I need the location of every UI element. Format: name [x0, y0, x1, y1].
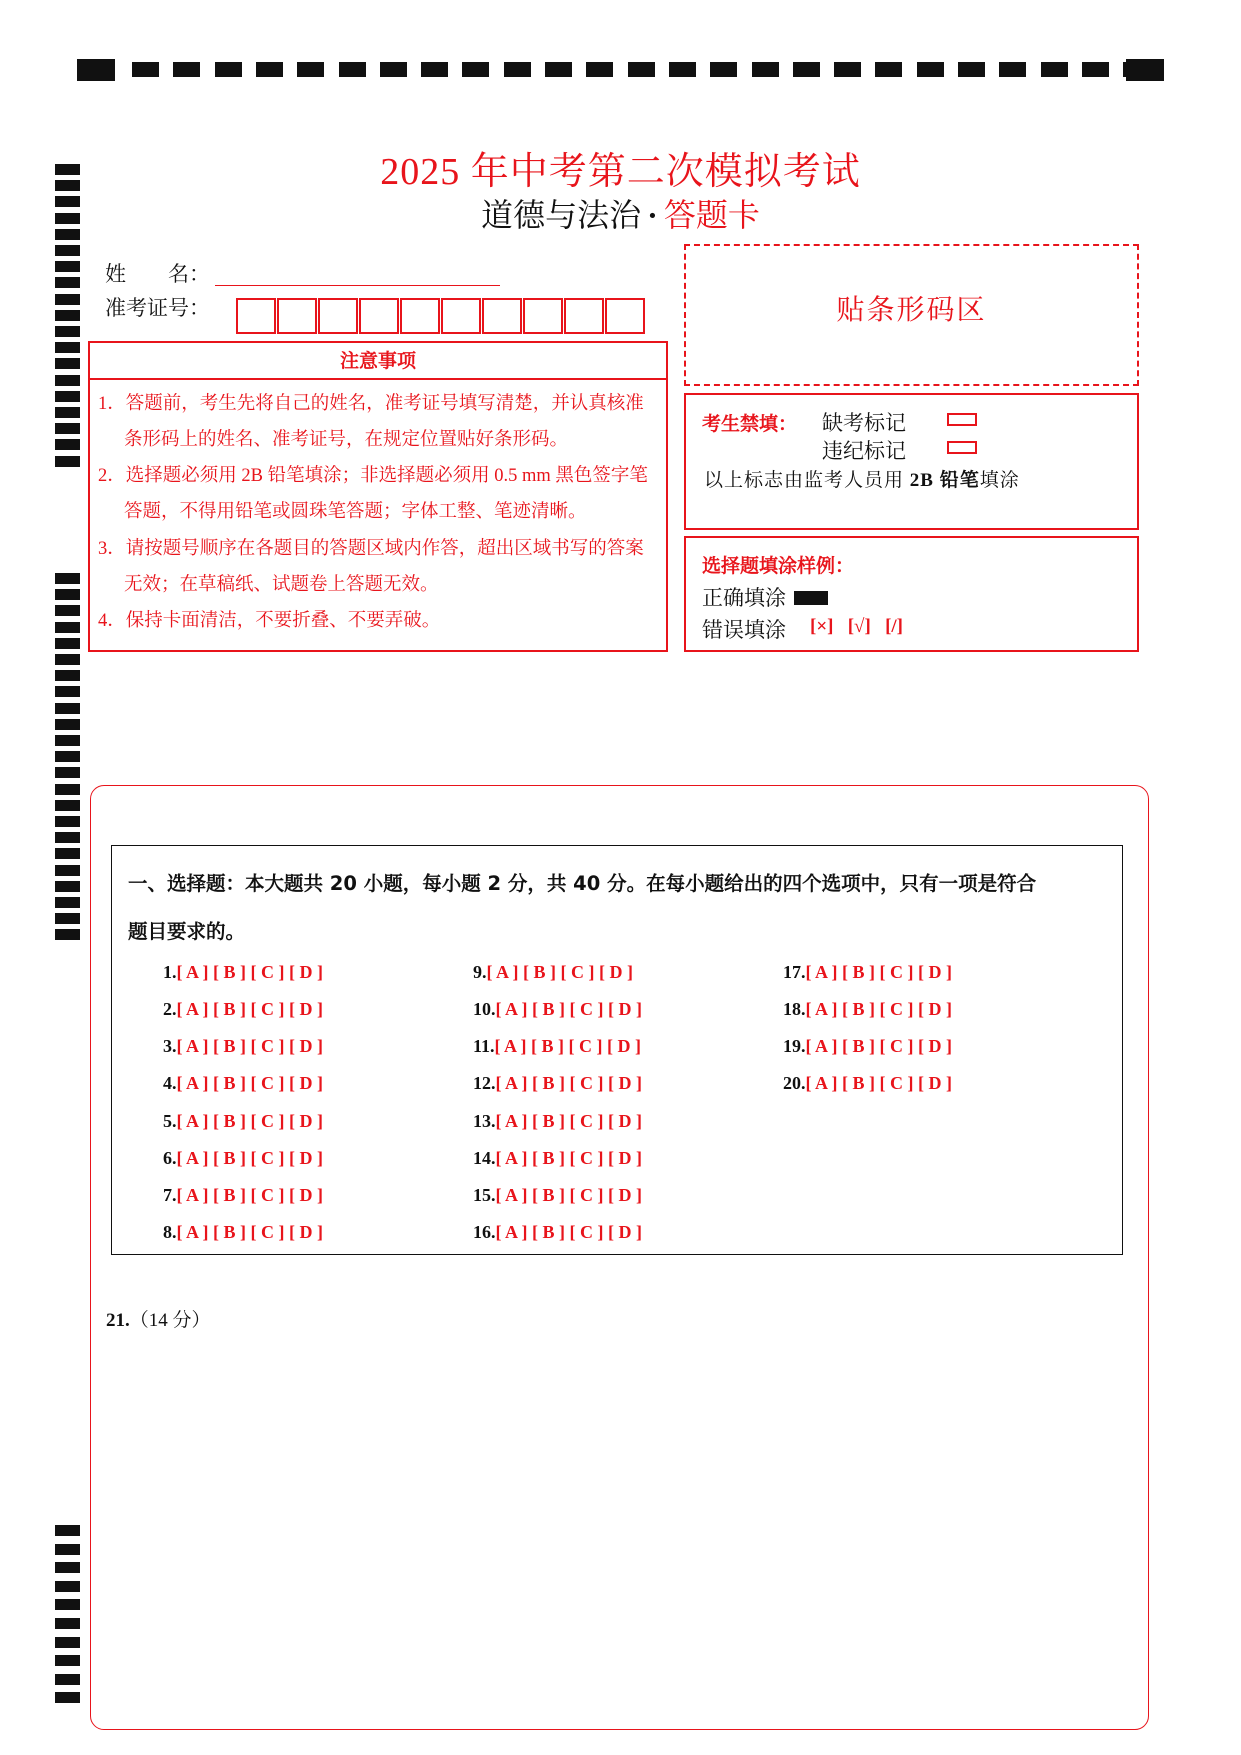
timing-mark-top	[752, 62, 779, 77]
timing-mark-top	[999, 62, 1026, 77]
question-number: 6.	[163, 1148, 177, 1168]
question-5	[163, 1111, 323, 1132]
timing-mark-left	[55, 456, 80, 467]
answer-options[interactable]: [ A ] [ B ] [ C ] [ D ]	[495, 1073, 642, 1093]
answer-options[interactable]: [ A ] [ B ] [ C ] [ D ]	[176, 962, 323, 982]
id-label: 准考证号：	[105, 296, 210, 320]
question-7	[163, 1185, 323, 1206]
forbidden-title: 考生禁填：	[702, 413, 798, 435]
notice-line-5: 3．请按题号顺序在各题目的答题区域内作答，超出区域书写的答案	[98, 539, 644, 559]
question-11	[473, 1036, 641, 1057]
page-subtitle	[0, 190, 1241, 236]
timing-mark-top	[793, 62, 820, 77]
answer-options[interactable]: [ A ] [ B ] [ C ] [ D ]	[494, 1036, 641, 1056]
timing-mark-top	[132, 62, 159, 77]
timing-mark-left	[55, 929, 80, 940]
timing-mark-top	[256, 62, 283, 77]
question-13	[473, 1111, 642, 1132]
question-1	[163, 962, 323, 983]
id-digit-box[interactable]	[523, 298, 563, 334]
question-number: 5.	[163, 1111, 177, 1131]
notice-line-1: 1．答题前，考生先将自己的姓名，准考证号填写清楚，并认真核准	[98, 394, 644, 414]
timing-mark-left	[55, 832, 80, 843]
answer-options[interactable]: [ A ] [ B ] [ C ] [ D ]	[805, 1073, 952, 1093]
timing-mark-left	[55, 703, 80, 714]
question-number: 19.	[783, 1036, 806, 1056]
answer-options[interactable]: [ A ] [ B ] [ C ] [ D ]	[495, 1185, 642, 1205]
timing-mark-left	[55, 881, 80, 892]
notice-line-2: 条形码上的姓名、准考证号，在规定位置贴好条形码。	[124, 430, 569, 450]
timing-mark-left	[55, 310, 80, 321]
timing-mark-left	[55, 261, 80, 272]
question-number: 1.	[163, 962, 177, 982]
question-21-header	[106, 1305, 211, 1332]
timing-mark-top	[545, 62, 572, 77]
question-16	[473, 1222, 642, 1243]
timing-mark-top	[958, 62, 985, 77]
timing-mark-left	[55, 1655, 80, 1666]
timing-mark-top	[628, 62, 655, 77]
notice-line-6: 无效；在草稿纸、试题卷上答题无效。	[124, 575, 439, 595]
question-number: 20.	[783, 1073, 806, 1093]
timing-mark-top	[586, 62, 613, 77]
timing-mark-left	[55, 439, 80, 450]
timing-mark-left	[55, 913, 80, 924]
question-20	[783, 1073, 952, 1094]
notice-title-box	[88, 341, 668, 380]
violation-mark-box[interactable]	[947, 441, 977, 454]
timing-mark-top-large	[77, 59, 115, 81]
subject-name: 道德与法治	[481, 197, 642, 233]
question-21-number: 21.	[106, 1310, 130, 1331]
id-digit-box[interactable]	[236, 298, 276, 334]
timing-mark-left	[55, 1562, 80, 1573]
timing-mark-top	[339, 62, 366, 77]
absent-label: 缺考标记	[822, 411, 906, 435]
subtitle-dot: ·	[647, 197, 658, 233]
timing-mark-top	[834, 62, 861, 77]
fill-example-title: 选择题填涂样例：	[702, 555, 855, 577]
forbidden-note-prefix: 以上标志由监考人员用	[704, 470, 905, 491]
timing-mark-left	[55, 735, 80, 746]
timing-mark-left	[55, 391, 80, 402]
question-12	[473, 1073, 642, 1094]
answer-options[interactable]: [ A ] [ B ] [ C ] [ D ]	[805, 999, 952, 1019]
question-number: 7.	[163, 1185, 177, 1205]
notice-line-7: 4．保持卡面清洁，不要折叠、不要弄破。	[98, 611, 441, 631]
timing-mark-left	[55, 358, 80, 369]
timing-mark-top	[917, 62, 944, 77]
timing-mark-left	[55, 1637, 80, 1648]
question-number: 15.	[473, 1185, 496, 1205]
page-title: 2025 年中考第二次模拟考试	[380, 151, 861, 193]
answer-options[interactable]: [ A ] [ B ] [ C ] [ D ]	[176, 999, 323, 1019]
question-number: 10.	[473, 999, 496, 1019]
question-number: 2.	[163, 999, 177, 1019]
name-label: 姓 名：	[105, 262, 210, 286]
timing-mark-top	[669, 62, 696, 77]
question-number: 16.	[473, 1222, 496, 1242]
timing-mark-left	[55, 375, 80, 386]
timing-mark-left	[55, 622, 80, 633]
id-digit-box[interactable]	[482, 298, 522, 334]
timing-mark-left	[55, 686, 80, 697]
forbidden-box	[684, 393, 1139, 530]
timing-mark-top	[380, 62, 407, 77]
timing-mark-left	[55, 1525, 80, 1536]
name-field[interactable]	[215, 285, 500, 286]
forbidden-note-suffix: 填涂	[979, 470, 1020, 491]
id-digit-box[interactable]	[605, 298, 645, 334]
id-digit-box[interactable]	[318, 298, 358, 334]
notice-title: 注意事项	[339, 350, 416, 372]
question-number: 11.	[473, 1036, 495, 1056]
timing-mark-left	[55, 589, 80, 600]
answer-options[interactable]: [ A ] [ B ] [ C ] [ D ]	[176, 1222, 323, 1242]
question-21-answer-space[interactable]	[100, 1340, 1130, 1720]
answer-options[interactable]: [ A ] [ B ] [ C ] [ D ]	[495, 999, 642, 1019]
timing-mark-left	[55, 573, 80, 584]
timing-mark-left	[55, 751, 80, 762]
timing-mark-left	[55, 848, 80, 859]
timing-mark-top	[297, 62, 324, 77]
id-digit-box[interactable]	[564, 298, 604, 334]
question-9	[473, 962, 633, 983]
timing-mark-left	[55, 767, 80, 778]
timing-mark-top	[462, 62, 489, 77]
question-number: 12.	[473, 1073, 496, 1093]
forbidden-note-bold: 2B 铅笔	[909, 470, 980, 491]
question-17	[783, 962, 952, 983]
answer-options[interactable]: [ A ] [ B ] [ C ] [ D ]	[176, 1036, 323, 1056]
timing-mark-left	[55, 407, 80, 418]
timing-mark-left	[55, 1692, 80, 1703]
timing-mark-top	[1082, 62, 1109, 77]
answer-options[interactable]: [ A ] [ B ] [ C ] [ D ]	[176, 1111, 323, 1131]
question-15	[473, 1185, 642, 1206]
timing-mark-left	[55, 342, 80, 353]
question-6	[163, 1148, 323, 1169]
choice-heading-line1: 一、选择题：本大题共 20 小题，每小题 2 分，共 40 分。在每小题给出的四个选项中，只有一项是符合	[128, 872, 1037, 895]
wrong-mark-slash: [/]	[885, 616, 904, 637]
id-digit-box[interactable]	[277, 298, 317, 334]
question-number: 18.	[783, 999, 806, 1019]
question-number: 9.	[473, 962, 487, 982]
timing-mark-top	[504, 62, 531, 77]
timing-mark-top	[1041, 62, 1068, 77]
absent-mark-box[interactable]	[947, 413, 977, 426]
timing-mark-left	[55, 1581, 80, 1592]
answer-options[interactable]: [ A ] [ B ] [ C ] [ D ]	[176, 1185, 323, 1205]
question-2	[163, 999, 323, 1020]
question-number: 4.	[163, 1073, 177, 1093]
question-19	[783, 1036, 952, 1057]
choice-heading-line2: 题目要求的。	[128, 920, 246, 943]
timing-mark-left	[55, 816, 80, 827]
violation-label: 违纪标记	[822, 439, 906, 463]
timing-mark-left	[55, 423, 80, 434]
question-number: 3.	[163, 1036, 177, 1056]
timing-mark-left	[55, 865, 80, 876]
timing-mark-left	[55, 654, 80, 665]
question-18	[783, 999, 952, 1020]
timing-mark-left	[55, 294, 80, 305]
timing-mark-top	[1123, 62, 1150, 77]
answer-options[interactable]: [ A ] [ B ] [ C ] [ D ]	[495, 1111, 642, 1131]
timing-mark-top	[173, 62, 200, 77]
fill-example-box	[684, 536, 1139, 652]
id-digit-box[interactable]	[441, 298, 481, 334]
answer-options[interactable]: [ A ] [ B ] [ C ] [ D ]	[805, 1036, 952, 1056]
timing-mark-left	[55, 670, 80, 681]
answer-options[interactable]: [ A ] [ B ] [ C ] [ D ]	[486, 962, 633, 982]
timing-mark-top	[215, 62, 242, 77]
answer-options[interactable]: [ A ] [ B ] [ C ] [ D ]	[495, 1148, 642, 1168]
question-10	[473, 999, 642, 1020]
timing-mark-left	[55, 326, 80, 337]
wrong-mark-x: [×]	[810, 616, 834, 637]
question-number: 13.	[473, 1111, 496, 1131]
question-14	[473, 1148, 642, 1169]
question-number: 17.	[783, 962, 806, 982]
answer-options[interactable]: [ A ] [ B ] [ C ] [ D ]	[176, 1148, 323, 1168]
barcode-area	[684, 244, 1139, 386]
notice-line-3: 2．选择题必须用 2B 铅笔填涂；非选择题必须用 0.5 mm 黑色签字笔	[98, 466, 648, 486]
question-21-points: （14 分）	[129, 1310, 211, 1331]
id-digit-box[interactable]	[359, 298, 399, 334]
timing-mark-left	[55, 1674, 80, 1685]
wrong-mark-check: [√]	[847, 616, 871, 637]
timing-mark-left	[55, 245, 80, 256]
wrong-fill-marks	[810, 616, 903, 638]
question-number: 14.	[473, 1148, 496, 1168]
timing-mark-left	[55, 638, 80, 649]
timing-mark-top	[710, 62, 737, 77]
question-8	[163, 1222, 323, 1243]
timing-mark-left	[55, 1599, 80, 1610]
timing-mark-left	[55, 277, 80, 288]
barcode-label: 贴条形码区	[836, 295, 987, 326]
timing-mark-left	[55, 605, 80, 616]
timing-mark-left	[55, 1618, 80, 1629]
wrong-fill-label: 错误填涂	[702, 618, 786, 642]
id-digit-box[interactable]	[400, 298, 440, 334]
answer-card-label: 答题卡	[663, 197, 760, 233]
timing-mark-left	[55, 800, 80, 811]
timing-mark-left	[55, 897, 80, 908]
timing-mark-left	[55, 719, 80, 730]
answer-options[interactable]: [ A ] [ B ] [ C ] [ D ]	[805, 962, 952, 982]
correct-fill-label: 正确填涂	[702, 586, 786, 610]
question-number: 8.	[163, 1222, 177, 1242]
question-3	[163, 1036, 323, 1057]
answer-options[interactable]: [ A ] [ B ] [ C ] [ D ]	[495, 1222, 642, 1242]
timing-mark-top	[421, 62, 448, 77]
timing-mark-top	[875, 62, 902, 77]
question-4	[163, 1073, 323, 1094]
notice-line-4: 答题，不得用铅笔或圆珠笔答题；字体工整、笔迹清晰。	[124, 502, 587, 522]
correct-fill-mark	[794, 591, 828, 605]
forbidden-note	[704, 465, 1020, 492]
timing-mark-left	[55, 784, 80, 795]
timing-mark-left	[55, 1544, 80, 1555]
answer-options[interactable]: [ A ] [ B ] [ C ] [ D ]	[176, 1073, 323, 1093]
